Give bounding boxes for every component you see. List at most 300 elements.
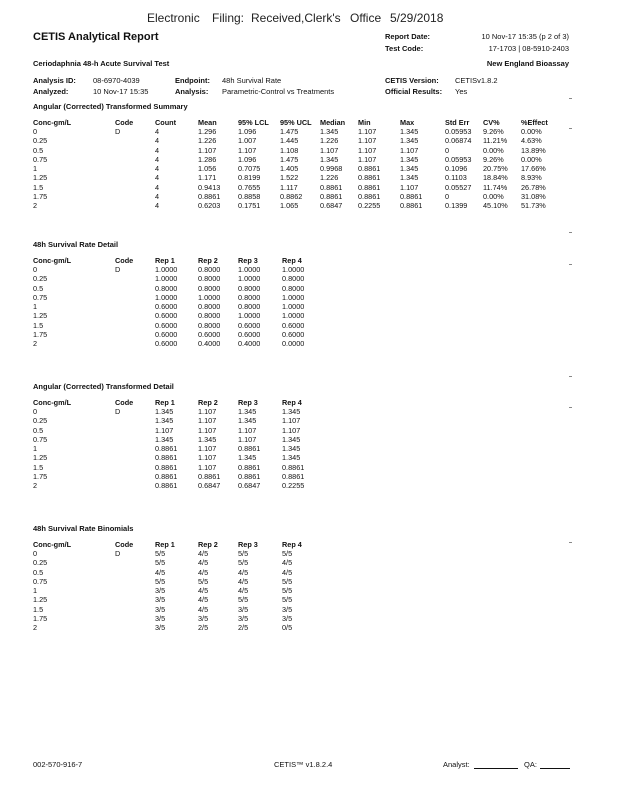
table-cell: 1 xyxy=(33,164,38,174)
table-cell: 1.096 xyxy=(238,127,257,136)
table-row xyxy=(33,146,561,155)
table-row xyxy=(33,407,322,416)
table-cell xyxy=(115,453,155,462)
table-cell: 1.345 xyxy=(238,407,257,416)
table-cell: 11.74% xyxy=(483,182,508,192)
table-cell: 0.8861 xyxy=(155,453,178,463)
table-cell xyxy=(115,146,155,155)
table-cell: 0.8000 xyxy=(198,283,221,293)
table-cell: 1.107 xyxy=(238,434,257,444)
table-cell: 0.25 xyxy=(33,136,48,146)
stamp-filing: Filing: xyxy=(212,11,245,25)
table-cell: 0.8862 xyxy=(280,192,303,202)
survival-detail-table xyxy=(33,255,322,349)
table-cell: 2 xyxy=(33,339,38,349)
table-cell: 4 xyxy=(155,154,160,164)
table-cell: 1.475 xyxy=(280,154,299,164)
table-cell xyxy=(115,284,155,293)
table-cell xyxy=(115,623,155,632)
table-cell: 0.00% xyxy=(483,192,504,202)
table-cell: 1.405 xyxy=(280,164,299,174)
table-cell: 0.6847 xyxy=(320,201,343,211)
table-cell: 1.75 xyxy=(33,614,48,624)
table-cell: 1.107 xyxy=(400,145,419,155)
table-row xyxy=(33,453,322,462)
table-cell: 1.25 xyxy=(33,173,48,183)
table-cell: 0.8000 xyxy=(238,302,261,312)
column-header: Rep 3 xyxy=(238,539,258,549)
column-header: Conc-gm/L xyxy=(33,539,72,549)
table-cell: 0.8000 xyxy=(198,265,221,274)
table-cell: 5/5 xyxy=(238,558,249,568)
table-cell: 0.05527 xyxy=(445,182,472,192)
table-cell xyxy=(115,426,155,435)
table-cell: 4 xyxy=(155,192,160,202)
table-cell: 1.5 xyxy=(33,462,44,472)
table-cell: 0.25 xyxy=(33,274,48,284)
table-cell: 1.345 xyxy=(282,407,301,416)
table-cell: 1.5 xyxy=(33,182,44,192)
table-cell: 1.345 xyxy=(282,444,301,454)
table-cell: 1.0000 xyxy=(282,292,305,302)
table-row xyxy=(33,183,561,192)
table-cell: 4/5 xyxy=(238,567,249,577)
table-cell: 0.00% xyxy=(483,145,504,155)
table-cell: 13.89% xyxy=(521,145,546,155)
table-cell: 0.6000 xyxy=(282,330,305,340)
table-cell: 0 xyxy=(445,145,450,155)
table-cell: 26.78% xyxy=(521,182,546,192)
table-cell: 0.2255 xyxy=(358,201,381,211)
table-cell: 0.6000 xyxy=(282,320,305,330)
column-header: Conc-gm/L xyxy=(33,255,72,265)
table-cell: 3/5 xyxy=(155,595,166,605)
table-cell: 4/5 xyxy=(198,586,209,596)
table-cell: 0.1096 xyxy=(445,164,468,174)
table-cell: 1.107 xyxy=(238,425,257,435)
table-cell: D xyxy=(115,549,121,558)
table-cell: 1.107 xyxy=(198,453,217,463)
table-cell: 1.345 xyxy=(238,416,257,426)
table-cell: 1.25 xyxy=(33,311,48,321)
table-cell xyxy=(115,321,155,330)
table-cell: 1.345 xyxy=(320,154,339,164)
table-cell: 5/5 xyxy=(238,549,249,558)
table-cell: 1.107 xyxy=(400,182,419,192)
table-cell: 1.286 xyxy=(198,154,217,164)
table-cell xyxy=(115,586,155,595)
column-header: Rep 1 xyxy=(155,539,175,549)
table-cell: 1.0000 xyxy=(282,302,305,312)
table-cell: 0.75 xyxy=(33,154,48,164)
table-cell xyxy=(115,472,155,481)
table-cell: 45.10% xyxy=(483,201,508,211)
table-cell: 1.0000 xyxy=(282,311,305,321)
table-cell: 1.345 xyxy=(320,127,339,136)
table-cell xyxy=(115,311,155,320)
table-cell xyxy=(115,173,155,182)
column-header: 95% LCL xyxy=(238,117,269,127)
table-cell: 0.6000 xyxy=(155,320,178,330)
table-cell: 4/5 xyxy=(238,576,249,586)
official-label: Official Results: xyxy=(385,87,443,96)
table-cell: 0.1103 xyxy=(445,173,467,183)
table-cell: 4/5 xyxy=(238,586,249,596)
stamp-received: Received,Clerk's xyxy=(251,11,341,25)
table-cell: 5/5 xyxy=(282,595,293,605)
table-cell: 0.8000 xyxy=(155,283,178,293)
table-cell: 1.25 xyxy=(33,595,48,605)
table-cell: 0.7655 xyxy=(238,182,261,192)
column-header: Rep 1 xyxy=(155,397,175,407)
table-cell xyxy=(115,416,155,425)
table-row xyxy=(33,481,322,490)
table-cell: 0.8861 xyxy=(238,472,261,482)
table-cell: 0.8861 xyxy=(358,192,381,202)
table-cell: 0.05953 xyxy=(445,154,472,164)
table-cell xyxy=(115,330,155,339)
table-cell: 1.065 xyxy=(280,201,299,211)
report-date: 10 Nov-17 15:35 (p 2 of 3) xyxy=(481,32,569,41)
table-cell: 0.8861 xyxy=(358,182,381,192)
table-row xyxy=(33,472,322,481)
table-cell: 0.6000 xyxy=(155,302,178,312)
table-row xyxy=(33,623,322,632)
table-cell: 1.345 xyxy=(155,416,174,426)
table-cell: 5/5 xyxy=(282,576,293,586)
table-cell: 3/5 xyxy=(155,623,166,633)
summary-table xyxy=(33,117,561,211)
table-cell: 1.475 xyxy=(280,127,299,136)
table-cell: 5/5 xyxy=(155,558,166,568)
table-cell: 1.096 xyxy=(238,154,257,164)
test-code: 17-1703 | 08-5910-2403 xyxy=(488,44,569,53)
table-cell: 0.5 xyxy=(33,283,44,293)
column-header: Code xyxy=(115,255,134,265)
stamp-electronic: Electronic xyxy=(147,11,200,25)
table-cell: 1.117 xyxy=(280,182,298,192)
analyzed: 10 Nov-17 15:35 xyxy=(93,87,149,96)
stamp-office: Office xyxy=(350,11,382,25)
table-cell: 3/5 xyxy=(155,614,166,624)
summary-title: Angular (Corrected) Transformed Summary xyxy=(33,102,188,111)
table-cell: 4 xyxy=(155,201,160,211)
doc-id: 002-570-916-7 xyxy=(33,760,83,769)
table-cell: 0.4000 xyxy=(198,339,221,349)
test-name: Ceriodaphnia 48-h Acute Survival Test xyxy=(33,59,170,68)
table-cell: 0.8861 xyxy=(198,192,221,202)
table-cell: 4 xyxy=(155,136,160,146)
table-cell: 0.0000 xyxy=(282,339,305,349)
table-cell: 2 xyxy=(33,481,38,491)
table-cell: 1.107 xyxy=(198,425,217,435)
margin-mark xyxy=(569,376,572,377)
endpoint-label: Endpoint: xyxy=(175,76,210,85)
table-cell: 0.8861 xyxy=(198,472,221,482)
table-cell: 0 xyxy=(33,127,38,136)
column-header: %Effect xyxy=(521,117,548,127)
table-cell: 4 xyxy=(155,173,160,183)
table-cell: 3/5 xyxy=(238,614,249,624)
table-cell: 0.06874 xyxy=(445,136,472,146)
table-cell: 0.8000 xyxy=(282,274,305,284)
table-cell: 0.8861 xyxy=(238,444,261,454)
table-cell: 0.8861 xyxy=(320,192,343,202)
table-row xyxy=(33,416,322,425)
table-cell: 1.107 xyxy=(198,416,217,426)
table-cell: 4 xyxy=(155,145,160,155)
table-cell: 0.8861 xyxy=(155,462,178,472)
table-cell: 0.8861 xyxy=(155,472,178,482)
table-cell: 0.8000 xyxy=(198,320,221,330)
table-cell: 0.8861 xyxy=(155,481,178,491)
table-cell: 9.26% xyxy=(483,154,504,164)
table-cell: 1.296 xyxy=(198,127,217,136)
table-cell: 0 xyxy=(445,192,450,202)
table-cell: 0.8861 xyxy=(238,462,261,472)
table-cell: 0.5 xyxy=(33,425,44,435)
table-cell: 4/5 xyxy=(155,567,166,577)
table-cell: 0.75 xyxy=(33,576,48,586)
table-cell xyxy=(115,481,155,490)
table-row xyxy=(33,136,561,145)
table-row xyxy=(33,155,561,164)
table-cell: 0.1751 xyxy=(238,201,261,211)
report-date-label: Report Date: xyxy=(385,32,431,41)
table-cell: 1.0000 xyxy=(238,265,261,274)
stamp-date: 5/29/2018 xyxy=(390,11,444,25)
table-cell: 1.75 xyxy=(33,192,48,202)
table-row xyxy=(33,293,322,302)
table-header-row xyxy=(33,255,322,265)
table-cell: 4 xyxy=(155,127,160,136)
table-cell: 0.6203 xyxy=(198,201,221,211)
table-cell xyxy=(115,155,155,164)
table-cell: 0.8000 xyxy=(238,292,261,302)
table-cell: 5/5 xyxy=(198,576,209,586)
table-cell: 3/5 xyxy=(282,604,293,614)
table-cell: 0.4000 xyxy=(238,339,261,349)
table-cell: 2/5 xyxy=(238,623,249,633)
table-cell xyxy=(115,339,155,348)
table-cell: 1.108 xyxy=(280,145,299,155)
table-cell: 1.0000 xyxy=(282,265,305,274)
table-cell: 8.93% xyxy=(521,173,542,183)
table-cell xyxy=(115,274,155,283)
table-cell: 4/5 xyxy=(282,567,293,577)
margin-mark xyxy=(569,232,572,233)
table-cell: 0.8000 xyxy=(198,274,221,284)
margin-mark xyxy=(569,542,572,543)
table-header-row xyxy=(33,539,322,549)
table-cell xyxy=(115,201,155,210)
column-header: Mean xyxy=(198,117,217,127)
table-cell: 0.75 xyxy=(33,292,48,302)
table-row xyxy=(33,321,322,330)
table-cell: 1.107 xyxy=(358,154,377,164)
table-cell: 4/5 xyxy=(282,558,293,568)
table-cell: 4 xyxy=(155,182,160,192)
table-cell: 1.345 xyxy=(400,173,419,183)
table-cell: 0 xyxy=(33,549,38,558)
table-cell xyxy=(115,595,155,604)
table-cell xyxy=(115,302,155,311)
table-cell: 9.26% xyxy=(483,127,504,136)
table-cell: 0.7075 xyxy=(238,164,261,174)
table-row xyxy=(33,595,322,604)
table-cell: 11.21% xyxy=(483,136,508,146)
table-cell: 0.8861 xyxy=(358,164,381,174)
table-cell xyxy=(115,136,155,145)
table-cell: 4/5 xyxy=(198,567,209,577)
table-cell xyxy=(115,605,155,614)
test-code-label: Test Code: xyxy=(385,44,424,53)
table-cell: 0.8861 xyxy=(320,182,343,192)
table-cell: 0.6000 xyxy=(198,330,221,340)
table-cell: 1.0000 xyxy=(155,265,178,274)
qa-label: QA: xyxy=(524,760,537,769)
table-row xyxy=(33,605,322,614)
table-cell: 3/5 xyxy=(238,604,249,614)
table-row xyxy=(33,173,561,182)
table-cell: 1.75 xyxy=(33,330,48,340)
table-row xyxy=(33,614,322,623)
table-cell: 4/5 xyxy=(198,558,209,568)
table-row xyxy=(33,558,322,567)
column-header: Code xyxy=(115,539,134,549)
column-header: Rep 2 xyxy=(198,397,218,407)
table-cell: 1.107 xyxy=(198,444,217,454)
table-cell: 1.107 xyxy=(358,127,377,136)
table-cell: 0.8861 xyxy=(155,444,178,454)
table-cell: 0 xyxy=(33,407,38,416)
table-cell: 0.00% xyxy=(521,127,542,136)
table-cell: 5/5 xyxy=(238,595,249,605)
table-cell: 1.107 xyxy=(320,145,339,155)
column-header: CV% xyxy=(483,117,500,127)
table-cell: 0.6000 xyxy=(155,339,178,349)
endpoint: 48h Survival Rate xyxy=(222,76,282,85)
table-cell: 1.345 xyxy=(155,434,174,444)
table-cell: 1.007 xyxy=(238,136,257,146)
table-cell: 4/5 xyxy=(198,604,209,614)
table-cell: 1.056 xyxy=(198,164,217,174)
table-cell: 1.345 xyxy=(198,434,217,444)
table-row xyxy=(33,311,322,320)
table-cell: 0.5 xyxy=(33,567,44,577)
table-cell: 3/5 xyxy=(155,586,166,596)
table-cell: 0.5 xyxy=(33,145,44,155)
table-cell: 1.0000 xyxy=(155,292,178,302)
table-cell: 1.107 xyxy=(282,425,301,435)
table-cell: 0.8861 xyxy=(400,201,423,211)
table-cell: 2/5 xyxy=(198,623,209,633)
table-cell: 0.75 xyxy=(33,434,48,444)
table-cell xyxy=(115,558,155,567)
table-cell: 1.75 xyxy=(33,472,48,482)
table-cell: 0.8861 xyxy=(282,462,305,472)
table-cell: 1.345 xyxy=(282,434,301,444)
table-cell: 1.0000 xyxy=(238,311,261,321)
table-cell: 1.345 xyxy=(238,453,257,463)
table-cell: 1.107 xyxy=(198,462,217,472)
table-cell: 31.08% xyxy=(521,192,546,202)
table-cell: 1.345 xyxy=(400,136,419,146)
table-cell: 1.171 xyxy=(198,173,217,183)
table-cell: 4 xyxy=(155,164,160,174)
table-cell: 0.8861 xyxy=(358,173,381,183)
table-cell xyxy=(115,435,155,444)
column-header: Rep 2 xyxy=(198,539,218,549)
table-cell: 5/5 xyxy=(282,549,293,558)
table-row xyxy=(33,302,322,311)
table-cell: 1.345 xyxy=(400,164,419,174)
cetis-version-label: CETIS Version: xyxy=(385,76,439,85)
lab-name: New England Bioassay xyxy=(486,59,569,68)
table-cell: 1.107 xyxy=(282,416,301,426)
table-cell: 0.05953 xyxy=(445,127,472,136)
table-cell: 0.6847 xyxy=(238,481,261,491)
column-header: Std Err xyxy=(445,117,470,127)
table-cell: 1.226 xyxy=(320,173,339,183)
analysis: Parametric-Control vs Treatments xyxy=(222,87,335,96)
binomials-table xyxy=(33,539,322,633)
table-cell: D xyxy=(115,407,121,416)
analyst-label: Analyst: xyxy=(443,760,470,769)
table-header-row xyxy=(33,397,322,407)
table-cell: 5/5 xyxy=(155,549,166,558)
margin-mark xyxy=(569,128,572,129)
table-cell: 0.8000 xyxy=(238,283,261,293)
column-header: Conc-gm/L xyxy=(33,397,72,407)
column-header: 95% UCL xyxy=(280,117,312,127)
margin-mark xyxy=(569,98,572,99)
survival-detail-title: 48h Survival Rate Detail xyxy=(33,240,119,249)
table-cell: 1.345 xyxy=(282,453,301,463)
table-row xyxy=(33,444,322,453)
table-cell: 4/5 xyxy=(198,595,209,605)
table-cell: 1.0000 xyxy=(238,274,261,284)
column-header: Rep 4 xyxy=(282,539,302,549)
table-row xyxy=(33,426,322,435)
table-cell: 0 xyxy=(33,265,38,274)
column-header: Code xyxy=(115,117,134,127)
table-row xyxy=(33,568,322,577)
table-cell: 0.8858 xyxy=(238,192,261,202)
table-cell: 0/5 xyxy=(282,623,293,633)
table-cell: 0.9413 xyxy=(198,182,221,192)
table-cell: 0.8000 xyxy=(198,311,221,321)
table-cell: 18.84% xyxy=(483,173,508,183)
table-cell: 1.0000 xyxy=(155,274,178,284)
table-cell: 0.6000 xyxy=(155,311,178,321)
table-cell: 4.63% xyxy=(521,136,542,146)
table-cell: 0.6000 xyxy=(238,330,261,340)
qa-signature-line xyxy=(540,768,570,769)
table-row xyxy=(33,463,322,472)
column-header: Rep 4 xyxy=(282,397,302,407)
table-cell: 1.345 xyxy=(155,407,174,416)
table-cell: 1.5 xyxy=(33,320,44,330)
analysis-id-label: Analysis ID: xyxy=(33,76,76,85)
column-header: Rep 2 xyxy=(198,255,218,265)
table-cell: 1.107 xyxy=(155,425,174,435)
table-cell: 3/5 xyxy=(155,604,166,614)
table-cell: 0.8861 xyxy=(282,472,305,482)
table-cell: 1.107 xyxy=(358,136,377,146)
table-cell: 1.0000 xyxy=(198,292,221,302)
table-cell xyxy=(115,183,155,192)
